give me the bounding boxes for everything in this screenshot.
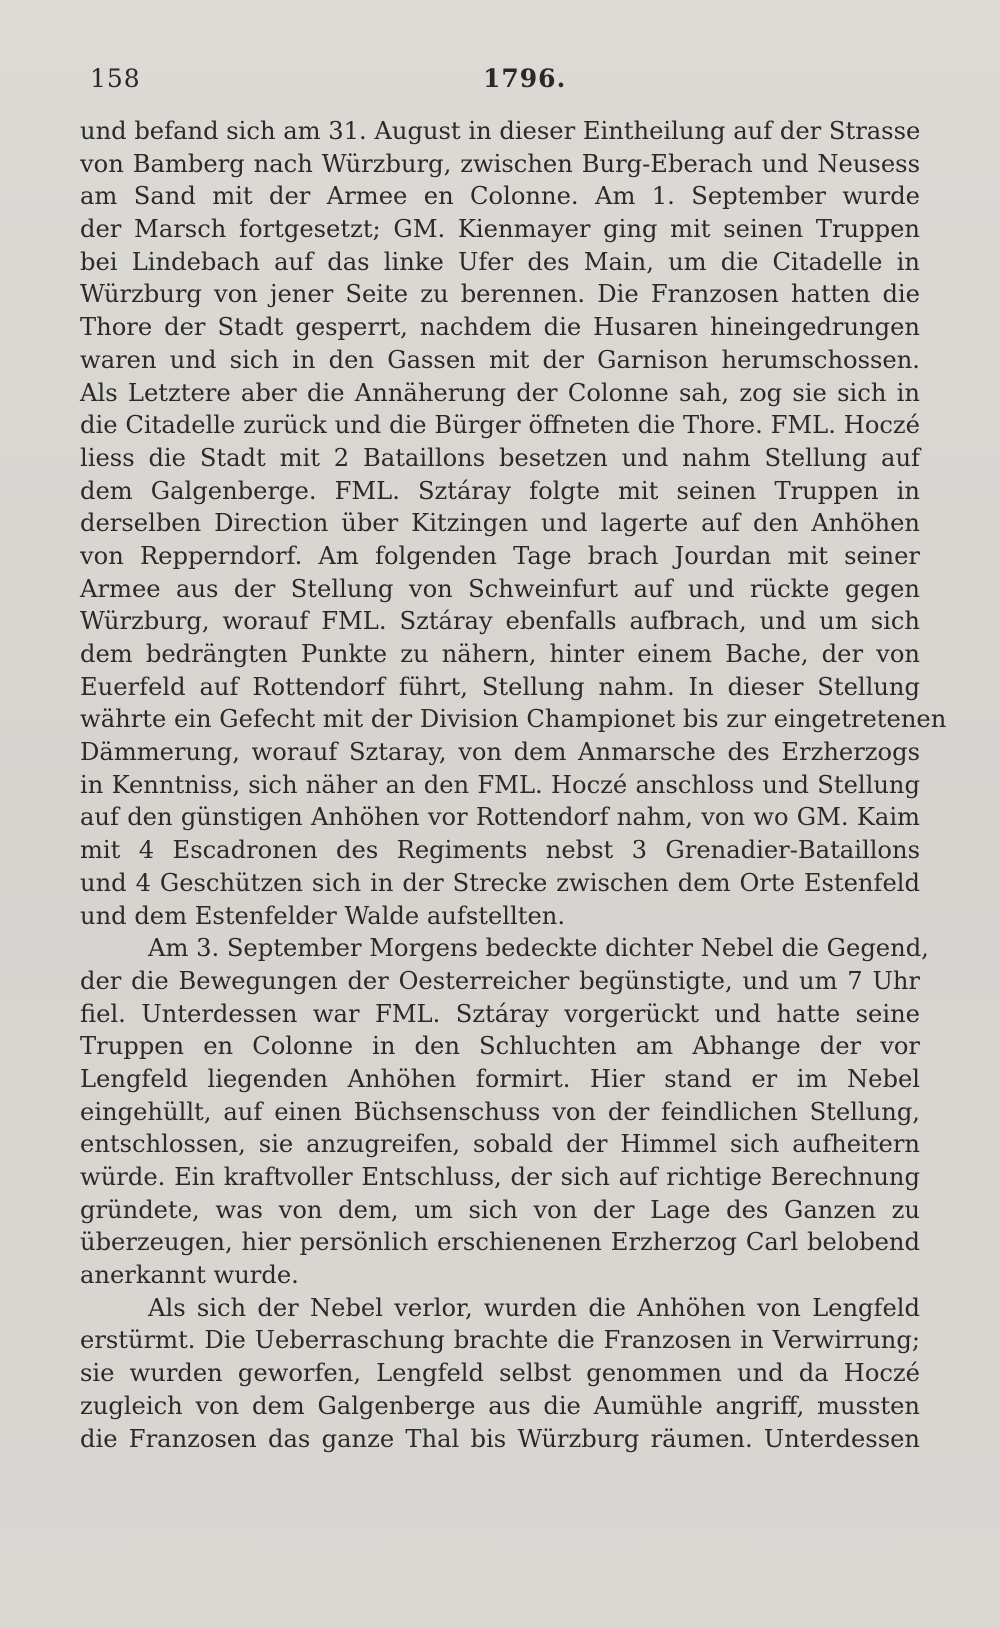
text-line: waren und sich in den Gassen mit der Garnison herumschossen. xyxy=(80,345,920,374)
text-line: Am 3. September Morgens bedeckte dichter Nebel die Gegend, xyxy=(148,934,929,963)
text-line: Würzburg, worauf FML. Sztáray ebenfalls aufbrach, und um sich xyxy=(80,607,920,636)
text-line: erstürmt. Die Ueberraschung brachte die Franzosen in Verwirrung; xyxy=(80,1326,920,1355)
text-line: Armee aus der Stellung von Schweinfurt auf und rückte gegen xyxy=(80,574,920,603)
text-line: von Bamberg nach Würzburg, zwischen Burg-Eberach und Neusess xyxy=(80,149,920,178)
page-header xyxy=(90,64,910,104)
paragraph-3 xyxy=(80,1292,920,1455)
text-line: der die Bewegungen der Oesterreicher begünstigte, und um 7 Uhr xyxy=(80,966,920,995)
running-head-year: 1796. xyxy=(483,64,567,93)
text-line: die Franzosen das ganze Thal bis Würzburg räumen. Unterdessen xyxy=(80,1424,920,1453)
text-line: anerkannt wurde. xyxy=(80,1261,299,1290)
text-line: Dämmerung, worauf Sztaray, von dem Anmarsche des Erzherzogs xyxy=(80,738,920,767)
text-line: würde. Ein kraftvoller Entschluss, der sich auf richtige Berechnung xyxy=(80,1163,920,1191)
text-line: von Repperndorf. Am folgenden Tage brach Jourdan mit seiner xyxy=(80,541,920,570)
body-text xyxy=(80,115,947,1455)
text-line: auf den günstigen Anhöhen vor Rottendorf nahm, von wo GM. Kaim xyxy=(80,803,920,832)
text-line: gründete, was von dem, um sich von der Lage des Ganzen zu xyxy=(80,1195,920,1224)
text-line: liess die Stadt mit 2 Bataillons besetzen und nahm Stellung auf xyxy=(80,443,920,472)
page-number: 158 xyxy=(90,64,141,93)
text-line: dem bedrängten Punkte zu nähern, hinter einem Bache, der von xyxy=(80,640,920,668)
text-line: entschlossen, sie anzugreifen, sobald der Himmel sich aufheitern xyxy=(80,1130,920,1159)
text-line: Als Letztere aber die Annäherung der Colonne sah, zog sie sich in xyxy=(80,378,920,407)
text-line: die Citadelle zurück und die Bürger öffneten die Thore. FML. Hoczé xyxy=(80,411,920,440)
text-line: bei Lindebach auf das linke Ufer des Main, um die Citadelle in xyxy=(80,247,920,276)
text-line: Als sich der Nebel verlor, wurden die Anhöhen von Lengfeld xyxy=(148,1293,920,1322)
text-line: Würzburg von jener Seite zu berennen. Die Franzosen hatten die xyxy=(80,280,920,309)
text-line: währte ein Gefecht mit der Division Championet bis zur eingetretenen xyxy=(80,705,947,734)
text-line: sie wurden geworfen, Lengfeld selbst genommen und da Hoczé xyxy=(80,1359,920,1388)
text-line: in Kenntniss, sich näher an den FML. Hoczé anschloss und Stellung xyxy=(80,770,920,799)
text-line: eingehüllt, auf einen Büchsenschuss von der feindlichen Stellung, xyxy=(80,1097,920,1126)
text-line: Thore der Stadt gesperrt, nachdem die Husaren hineingedrungen xyxy=(80,313,920,342)
text-line: mit 4 Escadronen des Regiments nebst 3 Grenadier-Bataillons xyxy=(80,836,920,865)
text-line: Euerfeld auf Rottendorf führt, Stellung nahm. In dieser Stellung xyxy=(80,672,920,701)
text-line: derselben Direction über Kitzingen und lagerte auf den Anhöhen xyxy=(80,509,920,538)
paragraph-1 xyxy=(80,115,947,932)
text-line: und dem Estenfelder Walde aufstellten. xyxy=(80,901,566,930)
text-line: und 4 Geschützen sich in der Strecke zwischen dem Orte Estenfeld xyxy=(80,868,920,897)
text-line: der Marsch fortgesetzt; GM. Kienmayer ging mit seinen Truppen xyxy=(80,215,920,244)
text-line: und befand sich am 31. August in dieser Eintheilung auf der Strasse xyxy=(80,117,921,145)
text-line: zugleich von dem Galgenberge aus die Aumühle angriff, mussten xyxy=(80,1391,920,1420)
paragraph-2 xyxy=(80,932,929,1292)
text-line: Lengfeld liegenden Anhöhen formirt. Hier stand er im Nebel xyxy=(80,1064,920,1093)
text-line: Truppen en Colonne in den Schluchten am Abhange der vor xyxy=(80,1032,920,1061)
text-line: am Sand mit der Armee en Colonne. Am 1. September wurde xyxy=(80,182,920,211)
text-line: fiel. Unterdessen war FML. Sztáray vorgerückt und hatte seine xyxy=(80,999,920,1028)
text-line: dem Galgenberge. FML. Sztáray folgte mit seinen Truppen in xyxy=(80,476,920,505)
text-line: überzeugen, hier persönlich erschienenen Erzherzog Carl belobend xyxy=(80,1228,920,1257)
